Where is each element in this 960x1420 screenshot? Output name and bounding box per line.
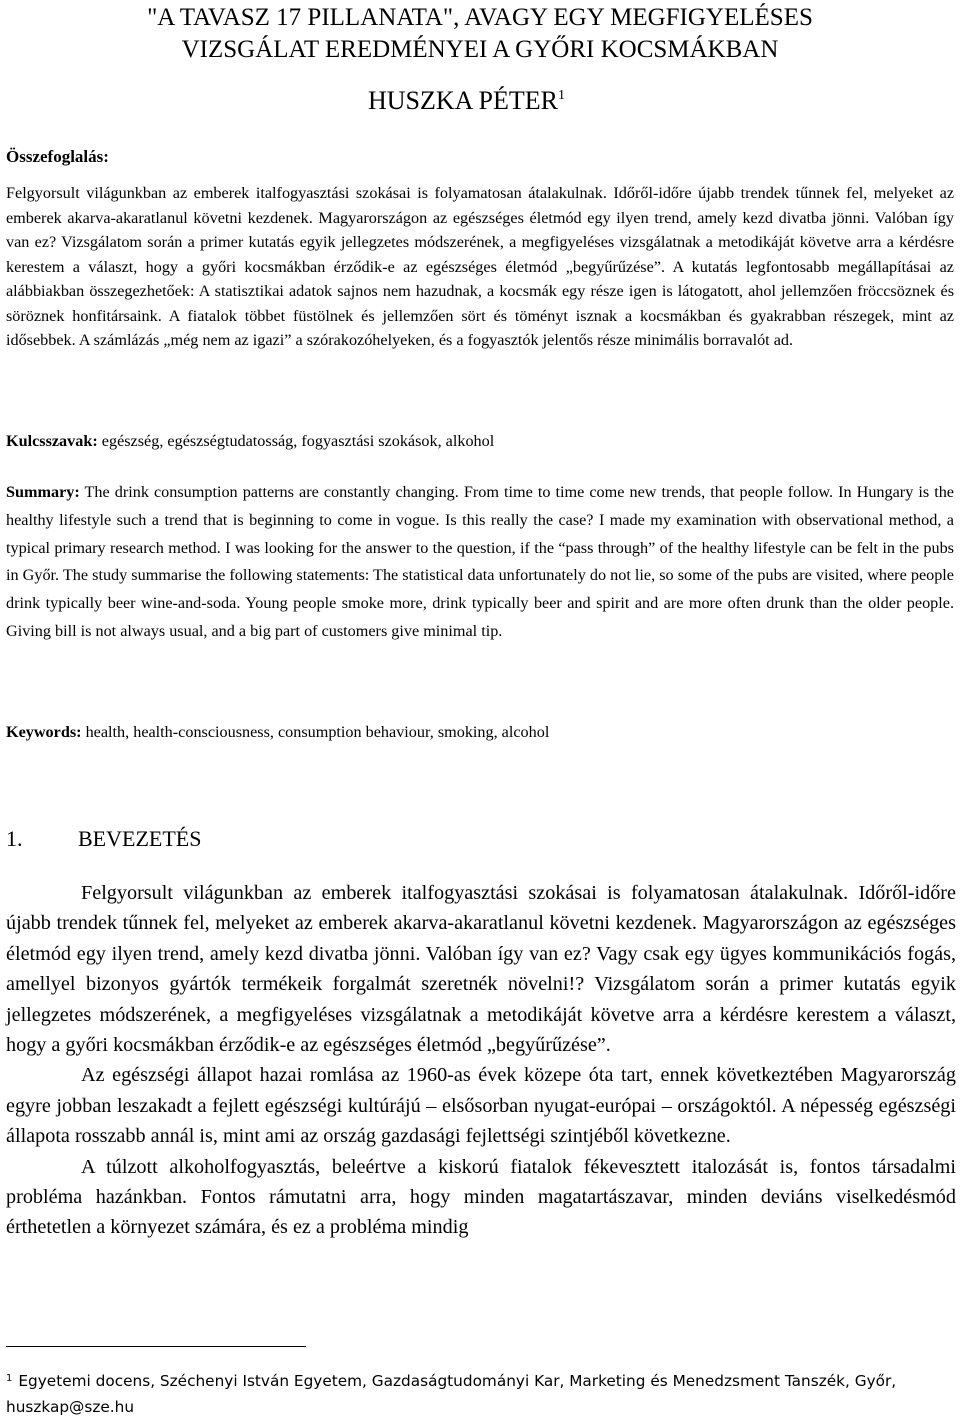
author-name: HUSZKA PÉTER xyxy=(368,86,558,115)
section-heading xyxy=(6,826,201,852)
keywords-text: health, health-consciousness, consumption behaviour, smoking, alcohol xyxy=(85,723,550,741)
kulcsszavak-text: egészség, egészségtudatosság, fogyasztási szokások, alkohol xyxy=(101,432,495,450)
keywords-label: Keywords: xyxy=(6,723,82,741)
footnote-mark: 1 xyxy=(6,1373,13,1384)
footnote-divider xyxy=(6,1346,306,1347)
title-line-1: "A TAVASZ 17 PILLANATA", AVAGY EGY MEGFIGYELÉSES xyxy=(147,4,813,31)
body-text xyxy=(6,878,956,1243)
footnote-text: Egyetemi docens, Széchenyi István Egyetem, Gazdaságtudományi Kar, Marketing és Menedzsment Tanszék, Győr, huszkap@sze.hu xyxy=(6,1372,897,1416)
section-number: 1. xyxy=(6,826,23,851)
paragraph: Felgyorsult világunkban az emberek italfogyasztási szokásai is folyamatosan átalakulnak. Időről-időre újabb trendek tűnnek fel, melyeket az emberek akarva-akaratlanul követni kezdenek. Magyarországon az egészséges életmód egy ilyen trend, amely kezd divatba jönni. Valóban így van ez? Vagy csak egy ügyes kommunikációs fogás, amellyel bizonyos gyártók termékeik forgalmát szeretnék növelni!? Vizsgálatom során a primer kutatás egyik jellegzetes módszerének, a megfigyeléses vizsgálatnak a metodikáját követve arra a kérdésre kerestem a választ, hogy a győri kocsmákban érződik-e az egészséges életmód „begyűrűzése”. xyxy=(6,882,956,1057)
summary xyxy=(6,479,954,646)
abstract-heading: Összefoglalás: xyxy=(6,147,109,166)
abstract-text: Felgyorsult világunkban az emberek italfogyasztási szokásai is folyamatosan átalakulnak. Időről-időre újabb trendek tűnnek fel, melyeket az emberek akarva-akaratlanul követni kezdenek. Magyarországon az egészséges életmód egy ilyen trend, amely kezd divatba jönni. Valóban így van ez? Vizsgálatom során a primer kutatás egyik jellegzetes módszerének, a megfigyeléses vizsgálatnak a metodikáját követve arra a kérdésre kerestem a választ, hogy a győri kocsmákban érződik-e az egészséges életmód „begyűrűzése”. A kutatás legfontosabb megállapításai az alábbiakban összegezhetőek: A statisztikai adatok sajnos nem hazudnak, a kocsmák egy része igen is látogatott, ahol jellemzően fröccsöznek és söröznek honfitársaink. A fiatalok többet füstölnek és jellemzően sört és töményt isznak a kocsmákban és gyakrabban részegek, mint az idősebbek. A számlázás „még nem az igazi” a szórakozóhelyeken, és a fogyasztók jelentős része minimális borravalót ad. xyxy=(6,184,954,349)
paragraph: A túlzott alkoholfogyasztás, beleértve a kiskorú fiatalok fékevesztett italozását is, fontos társadalmi probléma hazánkban. Fontos rámutatni arra, hogy minden magatartászavar, minden deviáns viselkedésmód érthetetlen a környezet számára, és ez a probléma mindig xyxy=(6,1155,956,1239)
footnote xyxy=(6,1368,956,1420)
kulcsszavak-label: Kulcsszavak: xyxy=(6,432,98,450)
summary-label: Summary: xyxy=(6,483,80,501)
kulcsszavak xyxy=(6,432,494,451)
paper-title xyxy=(0,2,960,66)
keywords xyxy=(6,723,549,742)
paragraph: Az egészségi állapot hazai romlása az 1960-as évek közepe óta tart, ennek következtében Magyarország egyre jobban leszakadt a fejlett egészségi kultúrájú – elsősorban nyugat-európai – országoktól. A népesség egészségi állapota rosszabb annál is, mint ami az ország gazdasági fejlettségi szintjéből következne. xyxy=(6,1064,956,1148)
title-line-2: VIZSGÁLAT EREDMÉNYEI A GYŐRI KOCSMÁKBAN xyxy=(181,36,779,63)
summary-text: The drink consumption patterns are constantly changing. From time to time come new trends, that people follow. In Hungary is the healthy lifestyle such a trend that is beginning to come in vogue. Is this really the case? I made my examination with observational method, a typical primary research method. I was looking for the answer to the question, if the “pass through” of the healthy lifestyle can be felt in the pubs in Győr. The study summarise the following statements: The statistical data unfortunately do not lie, so some of the pubs are visited, where people drink typically beer wine-and-soda. Young people smoke more, drink typically beer and spirit and are more often drunk than the older people. Giving bill is not always usual, and a big part of customers give minimal tip. xyxy=(6,483,954,640)
author-footnote-mark: 1 xyxy=(557,88,565,103)
author xyxy=(368,86,565,116)
section-title: BEVEZETÉS xyxy=(78,826,202,851)
